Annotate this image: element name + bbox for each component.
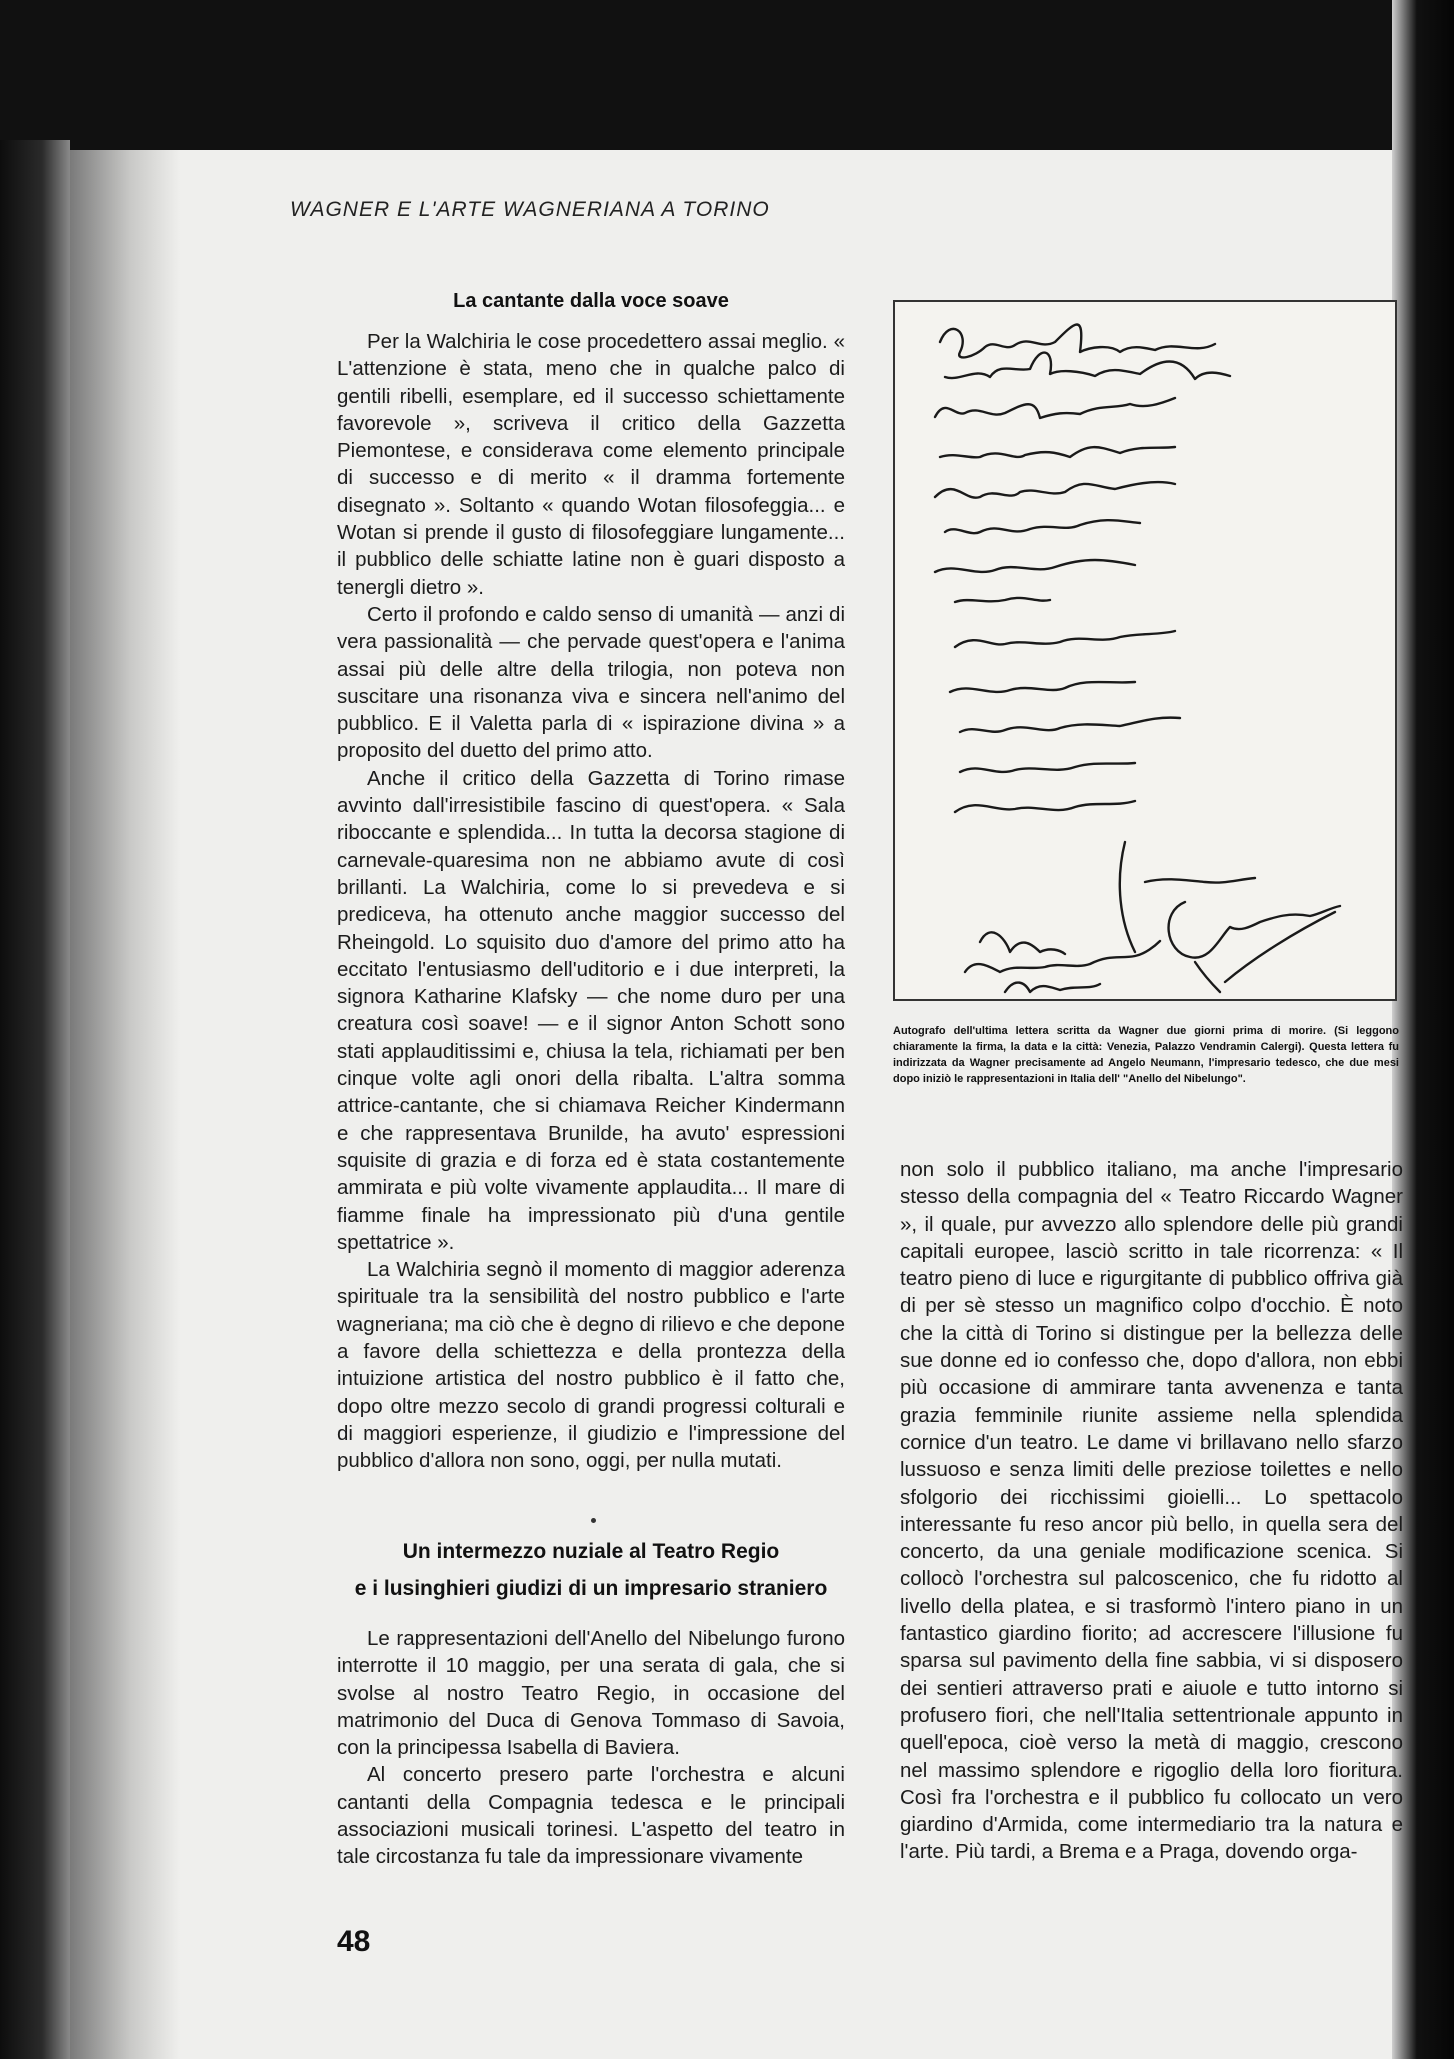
left-column-section-1	[337, 328, 845, 1474]
left-column-section-2	[337, 1625, 845, 1871]
handwriting-illustration	[895, 302, 1395, 999]
right-column-text	[900, 1156, 1403, 1866]
paragraph: Al concerto presero parte l'orchestra e alcuni cantanti della Compagnia tedesca e le principali associazioni musicali torinesi. L'aspetto del teatro in tale circostanza fu tale da impressionare vivamente	[337, 1763, 845, 1869]
section-title-line: Un intermezzo nuziale al Teatro Regio	[402, 1540, 780, 1563]
page-spine-shadow	[70, 150, 180, 2059]
section-title-intermezzo	[337, 1533, 845, 1607]
section-separator-dot	[591, 1518, 596, 1523]
paragraph: non solo il pubblico italiano, ma anche l'impresario stesso della compagnia del « Teatro Riccardo Wagner », il quale, pur avvezzo allo splendore delle più grandi capitali europee, lasciò scritto in tale ricorrenza: « Il teatro pieno di luce e rigurgitante di pubblico offriva già di per sè stesso un magnifico colpo d'occhio. È noto che la città di Torino si distingue per la bellezza delle sue donne ed io confesso che, dopo d'allora, non ebbi più occasione di ammirare tanta avvenenza e tanta grazia femminile riunite assieme nella splendida cornice d'un teatro. Le dame vi brillavano nello sfarzo lussuoso e senza limiti delle preziose toilettes e nello sfolgorio dei ricchissimi gioielli... Lo spettacolo interessante fu reso ancor più bello, in quella sera del concerto, da una geniale modificazione scenica. Si collocò l'orchestra sul palcoscenico, che fu ridotto al livello della platea, e si trasformò l'intero piano in un fantastico giardino fiorito; ad accrescere l'illusione fu sparsa sul pavimento della fine sabbia, vi si disposero dei sentieri attraverso prati e aiuole e tutto intorno si profusero fiori, che nell'Italia settentrionale appunto in quell'epoca, cioè verso la metà di maggio, crescono nel massimo splendore e rigoglio della loro fioritura. Così fra l'orchestra e il pubblico fu collocato un vero giardino d'Armida, come intermediario tra la natura e l'arte. Più tardi, a Brema e a Praga, dovendo orga-	[900, 1158, 1403, 1864]
page-number: 48	[337, 1925, 371, 1958]
paragraph: Anche il critico della Gazzetta di Torino rimase avvinto dall'irresistibile fascino di quest'opera. « Sala riboccante e splendida... In tutta la decorsa stagione di carnevale-quaresima non ne abbiamo avute di così brillanti. La Walchiria, come lo si prevedeva e si prediceva, ha ottenuto anche maggior successo del Rheingold. Lo squisito duo d'amore del primo atto ha eccitato l'entusiasmo dell'uditorio e i due interpreti, la signora Katharine Klafsky — che nome duro per una creatura così soave! — e il signor Anton Schott sono stati applauditissimi e, chiusa la tela, richiamati per ben cinque volte agli onori della ribalta. L'altra somma attrice-cantante, che si chiamava Reicher Kindermann e che rappresentava Brunilde, ha avuto' espressioni squisite di grazia e di forza ed è stata costantemente ammirata e più volte vivamente applaudita... Il mare di fiamme finale ha impressionato più d'una gentile spettatrice ».	[337, 766, 845, 1254]
figure-caption: Autografo dell'ultima lettera scritta da Wagner due giorni prima di morire. (Si leggono chiaramente la firma, la data e la città: Venezia, Palazzo Vendramin Calergi). Questa lettera fu indirizzata da Wagner precisamente ad Angelo Neumann, l'impresario tedesco, che due mesi dopo iniziò le rappresentazioni in Italia dell' "Anello del Nibelungo".	[893, 1025, 1399, 1085]
running-head: WAGNER E L'ARTE WAGNERIANA A TORINO	[290, 198, 770, 221]
paragraph: Per la Walchiria le cose procedettero assai meglio. « L'attenzione è stata, meno che in qualche palco di gentili ribelli, esemplare, ed il successo schiettamente favorevole », scriveva il critico della Gazzetta Piemontese, e considerava come elemento principale di successo e di merito « il dramma fortemente disegnato ». Soltanto « quando Wotan filosofeggia... e Wotan si prende il gusto di filosofeggiare lungamente... il pubblico delle schiatte latine non è guari disposto a tenergli dietro ».	[337, 330, 845, 599]
paragraph: Le rappresentazioni dell'Anello del Nibelungo furono interrotte il 10 maggio, per una serata di gala, che si svolse al nostro Teatro Regio, in occasione del matrimonio del Duca di Genova Tommaso di Savoia, con la principessa Isabella di Baviera.	[337, 1627, 845, 1760]
paragraph: La Walchiria segnò il momento di maggior aderenza spirituale tra la sensibilità del nostro pubblico e l'arte wagneriana; ma ciò che è degno di rilievo e che depone a favore della schiettezza e della prontezza della intuizione artistica del nostro pubblico è il fatto che, dopo oltre mezzo secolo di grandi progressi colturali e di maggiori esperienze, il giudizio e l'impressione del pubblico d'allora non sono, oggi, per nulla mutati.	[337, 1258, 845, 1473]
wagner-autograph-letter-image	[893, 300, 1397, 1001]
section-title-cantante: La cantante dalla voce soave	[453, 290, 729, 312]
section-title-line: e i lusinghieri giudizi di un impresario straniero	[354, 1577, 828, 1600]
scan-left-edge	[0, 140, 70, 2059]
paragraph: Certo il profondo e caldo senso di umanità — anzi di vera passionalità — che pervade quest'opera e l'anima assai più delle altre della trilogia, non poteva non suscitare una risonanza viva e sincera nell'animo del pubblico. E il Valetta parla di « ispirazione divina » a proposito del duetto del primo atto.	[337, 602, 845, 763]
scan-top-margin	[0, 0, 1454, 160]
